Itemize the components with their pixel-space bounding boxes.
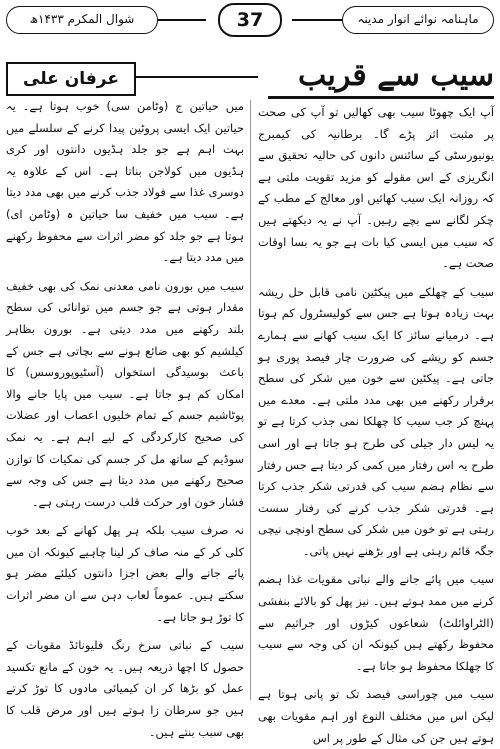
article-author: عرفان علی	[6, 62, 136, 96]
header-rule-right	[292, 19, 342, 21]
paragraph: آپ ایک چھوٹا سیب بھی کھالیں تو آپ کی صحت پر مثبت اثر پڑے گا۔ برطانیہ کی کیمبرج یونیورسٹی کے سائنس دانوں کی حالیہ تحقیق سے انگریزی کے اس مقولے کو مزید تقویت ملتی ہے کہ روزانہ ایک سیب کھائیں اور معالج کے مطب کے چکر لگانے سے بچے رہیں۔ آپ نے یہ دیکھتے ہیں کہ سیب میں ایسی کیا بات ہے جو یہ بسا اوقات صحت ہے۔	[258, 105, 494, 271]
magazine-name: ماہنامہ نوائے انوار مدینہ	[342, 6, 494, 34]
paragraph: سیب میں بورون نامی معدنی نمک کی بھی خفیف مقدار ہوتی ہے جو جسم میں توانائی کی سطح بلند رکھنے میں مدد دیتی ہے۔ بورون بظاہر کیلشیم کو بھی ضائع ہونے سے بچاتی ہے جس کے باعث بوسیدگی استخواں (آسٹیوپوروسس) کا امکان کم ہو جاتا ہے۔ سیب میں پایا جانے والا پوٹاشیم جسم کے تمام خلیوں اعصاب اور عضلات کی صحیح کارکردگی کے لیے اہم ہے۔ یہ نمک سوڈیم کے ساتھ مل کر جسم کی نمکیات کا توازن صحیح رکھنے میں مدد دیتا ہے جس کی وجہ سے فشار خون اور حرکت قلب درست رہتی ہے۔	[6, 278, 244, 509]
header-rule-left	[156, 19, 206, 21]
paragraph: سیب میں پائے جانے والے نباتی مقویات غذا ہضم کرنے میں ممد ہوتے ہیں۔ نیز پھل کو بالائے بنفشی (الٹراوائلٹ) شعاعوں کیڑوں اور جراثیم سے محفوظ رکھتے ہیں کیونکہ ان کی وجہ سے سیب کا چھلکا محفوظ ہو جاتا ہے۔	[258, 572, 494, 673]
paragraph: سیب میں چوراسی فیصد تک تو پانی ہوتا ہے لیکن اس میں مختلف النوع اور اہم مقویات بھی ہوتے ہیں جن کی مثال کے طور پر اس	[258, 687, 494, 745]
paragraph: سیب کے چھلکے میں پیکٹین نامی قابل حل ریشہ بہت زیادہ ہوتا ہے جس سے کولیسٹرول کم ہوتا ہے۔ درمیانے سائز کا ایک سیب کھانے سے ہمارے جسم کو ریشے کی ضرورت چار فیصد پوری ہو جاتی ہے۔ پیکٹین سے خون میں شکر کی سطح برقرار رکھنے میں بھی مدد ملتی ہے۔ معدے میں پہنچ کر جب سیب کا چھلکا نمی جذب کرتا ہے تو یہ لیس دار جیلی کی طرح ہو جاتا ہے اور اسی طرح یہ اس رفتار میں کمی کر دیتا ہے جس رفتار سے نظام ہضم سیب کی قدرتی شکر جذب کرتا ہے۔ قدرتی شکر جذب کرنے کی رفتار سست رہتی ہے تو خون میں شکر کی سطح اونچی نیچی جگہ قائم رہتی ہے اور بڑھنے نہیں پاتی۔	[258, 284, 494, 558]
issue-month: شوال المکرم ۱۴۳۳ھ	[6, 6, 158, 34]
paragraph: میں حیاتین ج (وٹامن سی) خوب ہوتا ہے۔ یہ حیاتین ایک ایسی پروٹین پیدا کرنے کے سلسلے میں بہت اہم ہے جو جلد ہڈیوں دانتوں اور کری ہڈیوں میں کولاجن بناتا ہے۔ اس کے علاوہ یہ دوسری غذا سے فولاد جذب کرنے میں بھی مدد دیتا ہے۔ سیب میں خفیف سا حیاتین ہ (وٹامن ای) ہوتا ہے جو جلد کو مضر اثرات سے محفوظ رکھنے میں مدد دیتا ہے۔	[6, 99, 244, 265]
right-column	[258, 102, 494, 745]
title-underline	[268, 96, 494, 99]
page-number: 37	[218, 3, 282, 37]
left-column	[6, 96, 244, 739]
paragraph: نہ صرف سیب بلکہ ہر پھل کھانے کے بعد خوب کلی کر کے منہ صاف کر لینا چاہیے کیونکہ ان میں پائے جانے والے بعض اجزا دانتوں کیلئے مضر ہو سکتے ہیں۔ عموماً لعاب دہن سے ان مضر اثرات کا توڑ ہو جاتا ہے۔	[6, 523, 244, 624]
paragraph: سیب کے نباتی سرخ رنگ فلیونائڈ مقویات کے حصول کا اچھا ذریعہ ہیں۔ یہ خون کے مانع تکسید عمل کو بڑھا کر ان کیمیائی مادوں کا توڑ کرتے ہیں جو سرطان زا ہوتے ہیں اور مرض قلب کا بھی سبب بنتے ہیں۔	[6, 638, 244, 739]
column-divider	[250, 100, 251, 700]
author-rule	[132, 76, 258, 78]
article-title: سیب سے قریب	[298, 58, 494, 93]
page-number-badge	[206, 3, 292, 35]
